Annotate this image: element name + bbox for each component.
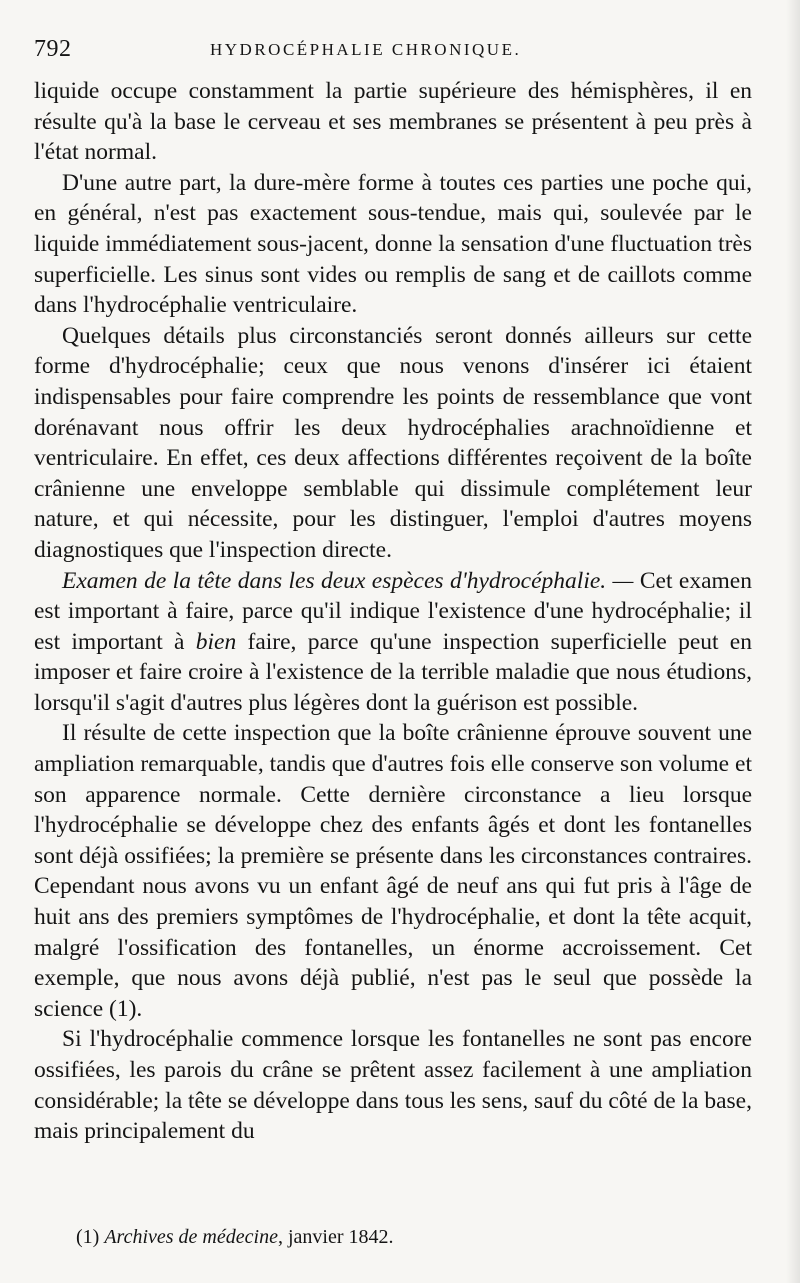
footnote-marker: (1): [76, 1226, 100, 1248]
page-edge-shadow: [786, 0, 800, 1283]
footnote: [76, 1226, 393, 1249]
book-page: [34, 34, 752, 1147]
paragraph-inspection: Il résulte de cette inspection que la boîte crânienne éprouve souvent une ampliation remarquable, tandis que d'autres fois elle conserve son volume et son apparence normale. Cette dernière circonstance a lieu lorsque l'hydrocéphalie se développe chez des enfants âgés et dont les fontanelles sont déjà ossifiées; la première se présente dans les circonstances contraires. Cependant nous avons vu un enfant âgé de neuf ans qui fut pris à l'âge de huit ans des premiers symptômes de l'hydrocéphalie, et dont la tête acquit, malgré l'ossification des fontanelles, un énorme accroissement. Cet exemple, que nous avons déjà publié, n'est pas le seul que possède la science (1).: [34, 720, 752, 1022]
paragraph-details: Quelques détails plus circonstanciés seront donnés ailleurs sur cette forme d'hydrocéphalie; ceux que nous venons d'insérer ici étaient indispensables pour faire comprendre les points de ressemblance que vont dorénavant nous offrir les deux hydrocéphalies arachnoïdienne et ventriculaire. En effet, ces deux affections différentes reçoivent de la boîte crânienne une enveloppe semblable qui dissimule complétement leur nature, et qui nécessite, pour les distinguer, l'emploi d'autres moyens diagnostiques que l'inspection directe.: [34, 322, 752, 563]
running-title: HYDROCÉPHALIE CHRONIQUE.: [210, 40, 522, 59]
page-number: 792: [34, 36, 72, 62]
paragraph-dure-mere: D'une autre part, la dure-mère forme à toutes ces parties une poche qui, en général, n'est pas exactement sous-tendue, mais qui, soulevée par le liquide immédiatement sous-jacent, donne la sensation d'une fluctuation très superficielle. Les sinus sont vides ou remplis de sang et de caillots comme dans l'hydrocéphalie ventriculaire.: [34, 169, 752, 319]
section-heading: Examen de la tête dans les deux espèces d'hydrocéphalie. —: [62, 567, 634, 594]
section-text-after: faire, parce qu'une inspection superficielle peut en imposer et faire croire à l'existence de la terrible maladie que nous étudions, lorsqu'il s'agit d'autres plus légères dont la guérison est possible.: [34, 628, 752, 716]
section-emphasis: bien: [195, 628, 237, 655]
section-text-before: Cet examen est important à faire, parce qu'il indique l'existence d'une hydrocéphalie; il est important à: [34, 567, 752, 655]
section-paragraph: [34, 566, 752, 719]
footnote-date: , janvier 1842.: [277, 1226, 394, 1248]
footnote-source: Archives de médecine: [104, 1226, 278, 1248]
page-body: [34, 76, 752, 1147]
page-header: [34, 34, 752, 76]
paragraph-fontanelles: Si l'hydrocéphalie commence lorsque les fontanelles ne sont pas encore ossifiées, les parois du crâne se prêtent assez facilement à une ampliation considérable; la tête se développe dans tous les sens, sauf du côté de la base, mais principalement du: [34, 1026, 752, 1145]
paragraph-continued: liquide occupe constamment la partie supérieure des hémisphères, il en résulte qu'à la base le cerveau et ses membranes se présentent à peu près à l'état normal.: [34, 78, 752, 166]
